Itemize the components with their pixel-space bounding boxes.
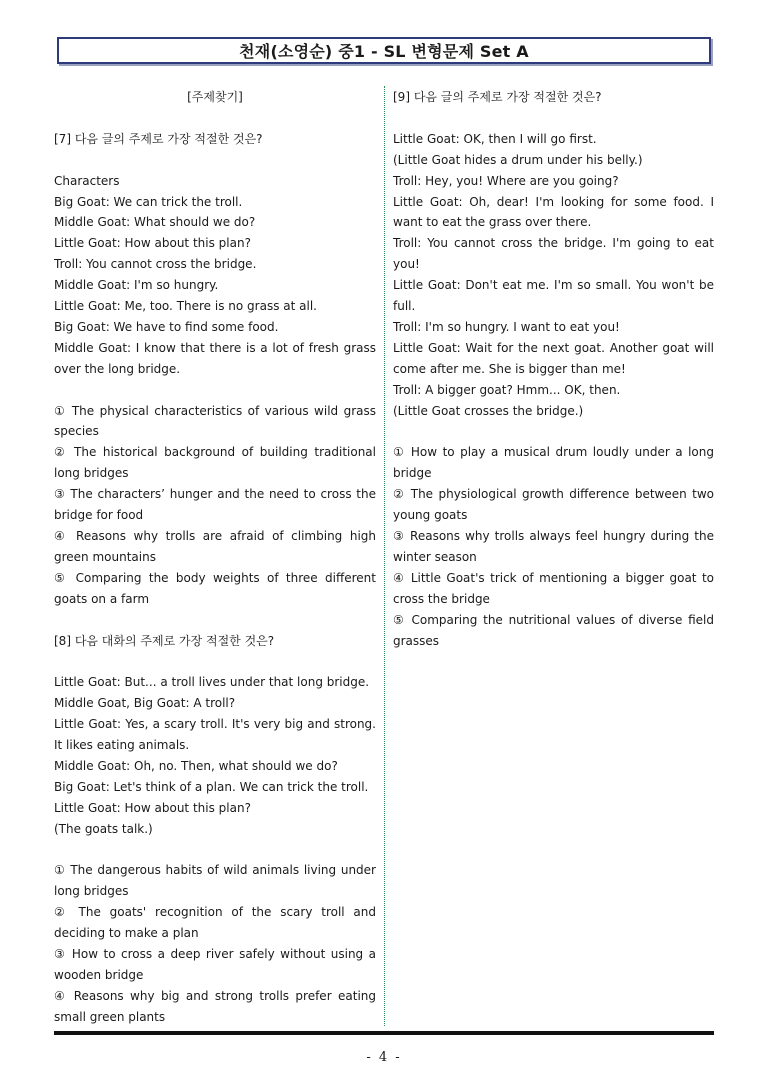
question-9-prompt: [9] 다음 글의 주제로 가장 적절한 것은? bbox=[393, 90, 602, 104]
passage-line: Little Goat: Don't eat me. I'm so small. You won't be full. bbox=[393, 278, 714, 314]
passage-line: Little Goat: Wait for the next goat. Another goat will come after me. She is bigger than me! bbox=[393, 340, 714, 376]
answer-option: ⑤ Comparing the nutritional values of diverse field grasses bbox=[393, 612, 714, 648]
passage-line: Little Goat: How about this plan? bbox=[54, 236, 251, 251]
passage-line: Little Goat: Oh, dear! I'm looking for some food. I want to eat the grass over there. bbox=[393, 194, 714, 230]
question-8-prompt: [8] 다음 대화의 주제로 가장 적절한 것은? bbox=[54, 633, 275, 648]
answer-option: ④ Reasons why big and strong trolls prefer eating small green plants bbox=[54, 988, 376, 1024]
passage-line: Middle Goat, Big Goat: A troll? bbox=[54, 696, 236, 711]
passage-line: Little Goat: Yes, a scary troll. It's very big and strong. It likes eating animals. bbox=[54, 717, 376, 753]
passage-line: Middle Goat: What should we do? bbox=[54, 215, 256, 230]
passage-line: Troll: I'm so hungry. I want to eat you! bbox=[393, 319, 620, 334]
passage-line: (Little Goat hides a drum under his belly.) bbox=[393, 152, 643, 167]
passage-line: Big Goat: Let's think of a plan. We can trick the troll. bbox=[54, 779, 369, 794]
section-label: [주제찾기] bbox=[187, 90, 243, 104]
question-7-prompt: [7] 다음 글의 주제로 가장 적절한 것은? bbox=[54, 131, 263, 146]
answer-option: ① The physical characteristics of various wild grass species bbox=[54, 403, 376, 439]
passage-line: Middle Goat: I know that there is a lot of fresh grass over the long bridge. bbox=[54, 340, 376, 376]
answer-option: ④ Little Goat's trick of mentioning a bigger goat to cross the bridge bbox=[393, 570, 714, 606]
passage-line: Troll: Hey, you! Where are you going? bbox=[393, 173, 619, 188]
passage-line: (Little Goat crosses the bridge.) bbox=[393, 403, 584, 418]
answer-option: ③ Reasons why trolls always feel hungry during the winter season bbox=[393, 529, 714, 564]
passage-line: Big Goat: We can trick the troll. bbox=[54, 194, 243, 209]
answer-option: ① The dangerous habits of wild animals living under long bridges bbox=[54, 863, 376, 899]
answer-option: ④ Reasons why trolls are afraid of climbing high green mountains bbox=[54, 528, 376, 564]
answer-option: ② The goats' recognition of the scary troll and deciding to make a plan bbox=[54, 905, 376, 941]
left-column bbox=[54, 87, 376, 1028]
passage-line: Troll: You cannot cross the bridge. I'm going to eat you! bbox=[393, 236, 714, 272]
answer-option: ② The historical background of building traditional long bridges bbox=[54, 445, 376, 481]
passage-line: Troll: A bigger goat? Hmm... OK, then. bbox=[393, 382, 621, 397]
passage-line: Troll: You cannot cross the bridge. bbox=[54, 257, 257, 272]
passage-line: Characters bbox=[54, 173, 120, 188]
passage-line: Little Goat: Me, too. There is no grass at all. bbox=[54, 299, 317, 314]
page-number: - 4 - bbox=[366, 1050, 402, 1065]
right-column bbox=[393, 87, 714, 651]
passage-line: Little Goat: How about this plan? bbox=[54, 800, 251, 815]
answer-option: ③ The characters’ hunger and the need to cross the bridge for food bbox=[54, 487, 376, 523]
answer-option: ① How to play a musical drum loudly under a long bridge bbox=[393, 445, 714, 481]
answer-option: ③ How to cross a deep river safely without using a wooden bridge bbox=[54, 947, 376, 982]
passage-line: Little Goat: But... a troll lives under that long bridge. bbox=[54, 675, 370, 690]
passage-line: Big Goat: We have to find some food. bbox=[54, 319, 279, 334]
footer-rule bbox=[54, 1031, 714, 1035]
answer-option: ⑤ Comparing the body weights of three different goats on a farm bbox=[54, 570, 376, 606]
passage-line: Little Goat: OK, then I will go first. bbox=[393, 131, 597, 146]
answer-option: ② The physiological growth difference between two young goats bbox=[393, 487, 714, 523]
page-title: 천재(소영순) 중1 - SL 변형문제 Set A bbox=[57, 37, 711, 64]
passage-line: Middle Goat: I'm so hungry. bbox=[54, 278, 219, 293]
passage-line: Middle Goat: Oh, no. Then, what should we do? bbox=[54, 758, 338, 773]
column-divider bbox=[384, 86, 385, 1026]
passage-line: (The goats talk.) bbox=[54, 821, 153, 836]
